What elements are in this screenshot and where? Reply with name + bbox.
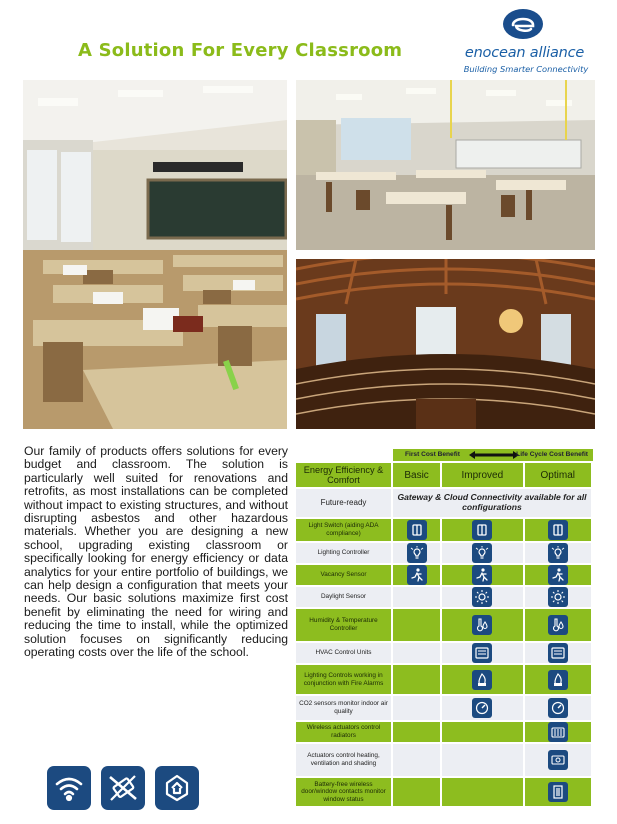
cell-basic <box>393 587 440 607</box>
future-ready-label: Future-ready <box>296 489 391 517</box>
feature-row <box>296 609 591 641</box>
modern-classroom-photo <box>296 80 595 250</box>
config-grid <box>294 461 593 808</box>
vacancy-sensor-icon <box>548 565 568 585</box>
cell-improved <box>442 543 522 563</box>
feature-label: Humidity & Temperature Controller <box>296 609 391 641</box>
column-basic: Basic <box>393 463 440 487</box>
wireless-icon <box>47 766 91 810</box>
column-improved: Improved <box>442 463 522 487</box>
radiator-actuator-icon <box>548 722 568 742</box>
cell-basic <box>393 744 440 776</box>
cell-basic <box>393 696 440 720</box>
cell-basic <box>393 565 440 585</box>
feature-label: Wireless actuators control radiators <box>296 722 391 742</box>
benefit-bar <box>393 449 593 461</box>
cell-basic <box>393 778 440 806</box>
fire-alarm-icon <box>472 670 492 690</box>
vacancy-sensor-icon <box>407 565 427 585</box>
lecture-hall-photo <box>296 259 595 429</box>
lighting-controller-icon <box>548 543 568 563</box>
feature-row <box>296 643 591 663</box>
feature-label: Lighting Controller <box>296 543 391 563</box>
lighting-controller-icon <box>472 543 492 563</box>
cell-basic <box>393 722 440 742</box>
vacancy-sensor-icon <box>472 565 492 585</box>
cell-improved <box>442 696 522 720</box>
feature-row <box>296 778 591 806</box>
recycle-icon <box>155 766 199 810</box>
cell-basic <box>393 543 440 563</box>
feature-row <box>296 722 591 742</box>
enocean-logo-mark <box>502 8 544 40</box>
feature-row <box>296 519 591 541</box>
cell-optimal <box>525 696 591 720</box>
life-cycle-benefit-label: Life Cycle Cost Benefit <box>516 451 588 458</box>
cell-optimal <box>525 722 591 742</box>
feature-label: Daylight Sensor <box>296 587 391 607</box>
cell-improved <box>442 722 522 742</box>
no-battery-icon <box>101 766 145 810</box>
column-optimal: Optimal <box>525 463 591 487</box>
daylight-sensor-icon <box>472 587 492 607</box>
feature-label: Vacancy Sensor <box>296 565 391 585</box>
cell-optimal <box>525 665 591 694</box>
feature-label: Lighting Controls working in conjunction with Fire Alarms <box>296 665 391 694</box>
cell-optimal <box>525 744 591 776</box>
future-ready-text: Gateway & Cloud Connectivity available for all configurations <box>393 489 591 517</box>
cell-basic <box>393 665 440 694</box>
cell-optimal <box>525 643 591 663</box>
cell-improved <box>442 643 522 663</box>
cell-improved <box>442 565 522 585</box>
feature-icons <box>47 766 207 810</box>
first-cost-benefit-label: First Cost Benefit <box>405 451 460 458</box>
cell-optimal <box>525 519 591 541</box>
light-switch-icon <box>472 520 492 540</box>
hvac-control-icon <box>548 643 568 663</box>
cell-basic <box>393 643 440 663</box>
double-arrow-icon <box>469 451 519 459</box>
hvac-control-icon <box>472 643 492 663</box>
logo-name: enocean alliance <box>464 45 585 61</box>
feature-row <box>296 565 591 585</box>
feature-label: Actuators control heating, ventilation and shading <box>296 744 391 776</box>
cell-improved <box>442 665 522 694</box>
page-title: A Solution For Every Classroom <box>78 40 403 61</box>
feature-row <box>296 587 591 607</box>
logo-tagline: Building Smarter Connectivity <box>463 64 589 74</box>
humidity-temperature-icon <box>548 615 568 635</box>
configuration-table <box>296 449 593 808</box>
fire-alarm-icon <box>548 670 568 690</box>
cell-improved <box>442 778 522 806</box>
cell-basic <box>393 519 440 541</box>
classroom-desks-photo <box>23 80 287 429</box>
humidity-temperature-icon <box>472 615 492 635</box>
feature-row <box>296 665 591 694</box>
enocean-alliance-logo <box>452 6 612 78</box>
cell-optimal <box>525 778 591 806</box>
feature-row <box>296 744 591 776</box>
window-contact-icon <box>548 782 568 802</box>
cell-optimal <box>525 543 591 563</box>
daylight-sensor-icon <box>548 587 568 607</box>
cell-improved <box>442 744 522 776</box>
feature-label: CO2 sensors monitor indoor air quality <box>296 696 391 720</box>
light-switch-icon <box>407 520 427 540</box>
feature-label: Battery-free wireless door/window contacts monitor window status <box>296 778 391 806</box>
cell-basic <box>393 609 440 641</box>
feature-row <box>296 696 591 720</box>
header-label: Energy Efficiency & Comfort <box>296 463 391 487</box>
co2-sensor-icon <box>472 698 492 718</box>
feature-row <box>296 543 591 563</box>
cell-improved <box>442 519 522 541</box>
cell-improved <box>442 587 522 607</box>
lighting-controller-icon <box>407 543 427 563</box>
body-paragraph: Our family of products offers solutions for every budget and classroom. The solution is particularly well suited for renovations and retrofits, as most installations can be completed without impact to existing structures, and without disrupting asbestos and other hazardous materials. Whether you are designing a new school, upgrading existing classroom or specifically looking for energy efficiency or data analytics for your entire portfolio of buildings, we can help design a configuration that meets your needs. Our basic solutions maximize first cost benefit by eliminating the need for wiring and reducing the time to install, while the optimized solution focuses on significantly reducing operating costs over the life of the school. <box>24 444 288 660</box>
cell-optimal <box>525 587 591 607</box>
co2-sensor-icon <box>548 698 568 718</box>
feature-label: Light Switch (aiding ADA compliance) <box>296 519 391 541</box>
feature-label: HVAC Control Units <box>296 643 391 663</box>
cell-optimal <box>525 609 591 641</box>
cell-optimal <box>525 565 591 585</box>
light-switch-icon <box>548 520 568 540</box>
cell-improved <box>442 609 522 641</box>
hvac-actuator-icon <box>548 750 568 770</box>
